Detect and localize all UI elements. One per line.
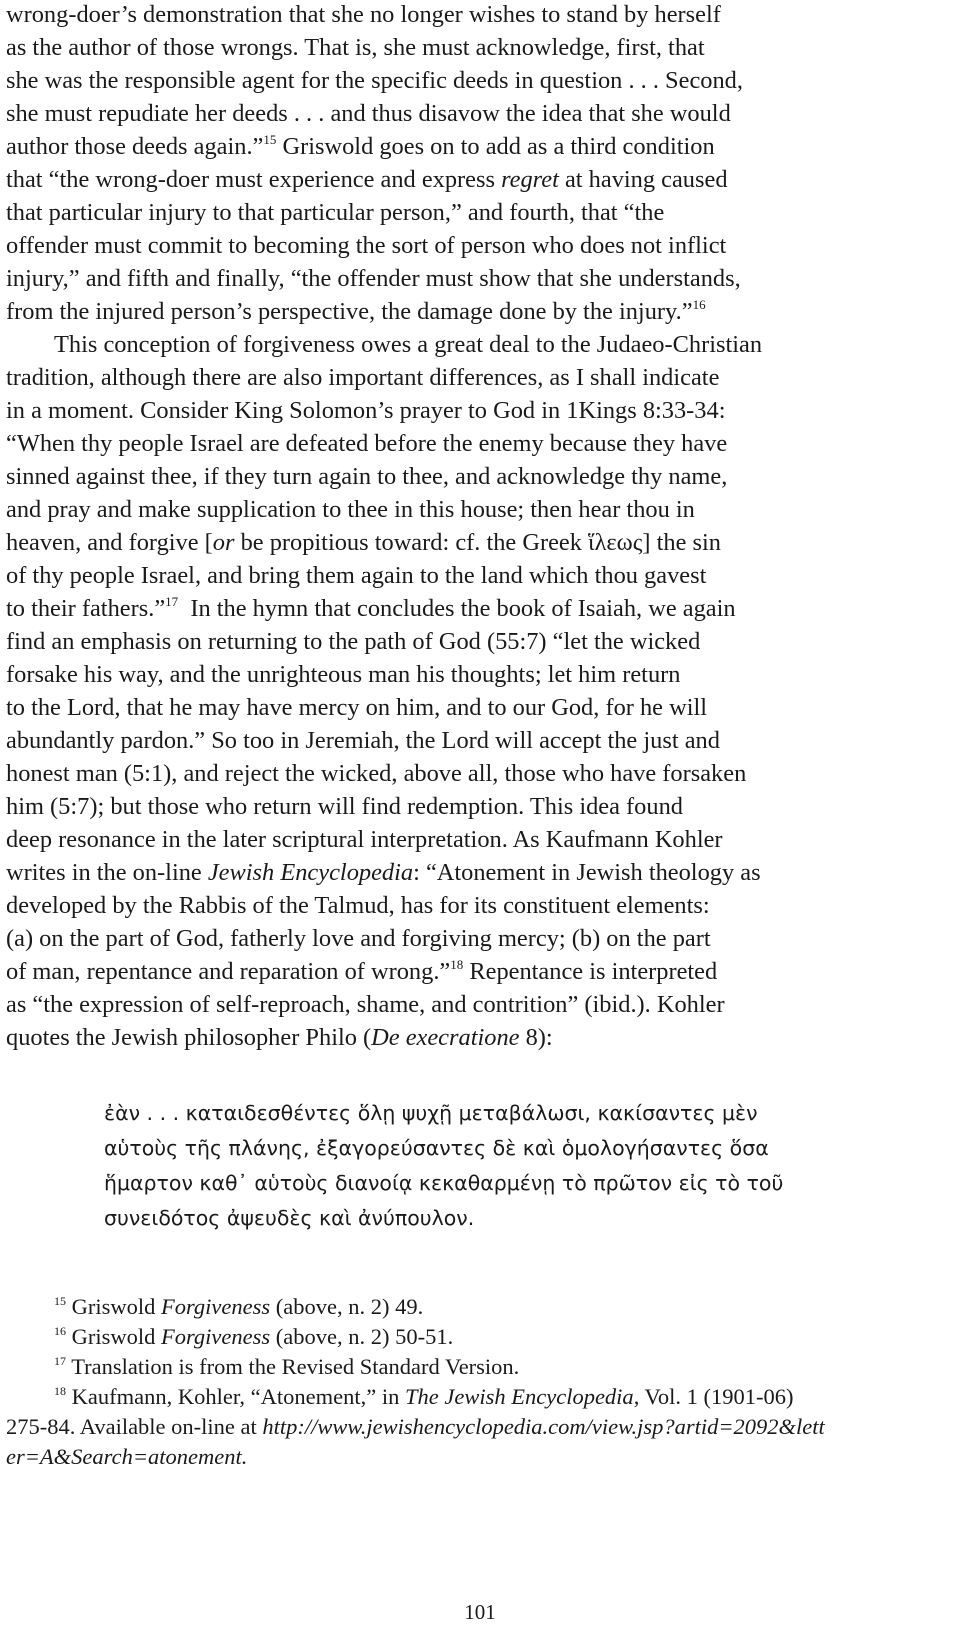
- emphasis: De execratione: [371, 1024, 520, 1051]
- text-line: (a) on the part of God, fatherly love and forgiving mercy; (b) on the part: [6, 925, 711, 952]
- text-line: of thy people Israel, and bring them again to the land which thou gavest: [6, 562, 707, 589]
- text-line: [6, 163, 728, 196]
- text-line: [6, 130, 715, 163]
- footnote-17: [54, 1352, 519, 1382]
- text-run: (above, n. 2) 49.: [270, 1294, 424, 1319]
- footnote-url-link[interactable]: http://www.jewishencyclopedia.com/view.jsp?artid=2092&lett: [262, 1414, 825, 1439]
- text-run: 275-84. Available on-line at: [6, 1414, 263, 1439]
- text-line: [6, 592, 736, 625]
- text-run: In the hymn that concludes the book of Isaiah, we again: [178, 595, 736, 622]
- text-line: abundantly pardon.” So too in Jeremiah, the Lord will accept the just and: [6, 727, 720, 754]
- text-run: at having caused: [558, 166, 728, 193]
- text-run: from the injured person’s perspective, the damage done by the injury.”: [6, 298, 693, 325]
- text-line: tradition, although there are also important differences, as I shall indicate: [6, 364, 720, 391]
- text-line: [6, 1021, 553, 1054]
- text-line: in a moment. Consider King Solomon’s prayer to God in 1Kings 8:33-34:: [6, 397, 726, 424]
- footnote-number: 17: [54, 1354, 66, 1368]
- text-run: that “the wrong-doer must experience and express: [6, 166, 502, 193]
- quote-line: ἐὰν . . . καταιδεσθέντες ὅλῃ ψυχῇ μεταβάλωσι, κακίσαντες μὲν: [104, 1101, 758, 1125]
- text-line: that particular injury to that particular person,” and fourth, that “the: [6, 199, 665, 226]
- text-run: author those deeds again.”: [6, 133, 264, 160]
- text-line: to the Lord, that he may have mercy on him, and to our God, for he will: [6, 694, 708, 721]
- text-line: she must repudiate her deeds . . . and thus disavow the idea that she would: [6, 100, 731, 127]
- text-run: (above, n. 2) 50-51.: [270, 1324, 454, 1349]
- footnote-number: 18: [54, 1384, 66, 1398]
- text-run: : “Atonement in Jewish theology as: [413, 859, 761, 886]
- text-line: forsake his way, and the unrighteous man his thoughts; let him return: [6, 661, 681, 688]
- footnote-ref-16[interactable]: 16: [692, 297, 706, 312]
- text-run: Griswold: [66, 1294, 161, 1319]
- text-run: Kaufmann, Kohler, “Atonement,” in: [66, 1384, 405, 1409]
- footnote-number: 16: [54, 1324, 66, 1338]
- text-run: be propitious toward: cf. the Greek ἵλεως] the sin: [234, 529, 721, 556]
- footnote-18: [54, 1382, 793, 1412]
- footnote-18-continued: [6, 1442, 247, 1472]
- text-line: This conception of forgiveness owes a great deal to the Judaeo-Christian: [54, 331, 763, 358]
- text-run: heaven, and forgive [: [6, 529, 213, 556]
- quote-line: συνειδότος ἀψευδὲς καὶ ἀνύπουλον.: [104, 1206, 475, 1230]
- text-line: as “the expression of self-reproach, shame, and contrition” (ibid.). Kohler: [6, 991, 725, 1018]
- footnote-18-continued: [6, 1412, 825, 1442]
- text-line: honest man (5:1), and reject the wicked, above all, those who have forsaken: [6, 760, 747, 787]
- text-run: of man, repentance and reparation of wrong.”: [6, 958, 451, 985]
- footnote-number: 15: [54, 1294, 66, 1308]
- footnote-ref-15[interactable]: 15: [263, 132, 277, 147]
- text-line: deep resonance in the later scriptural interpretation. As Kaufmann Kohler: [6, 826, 723, 853]
- text-line: him (5:7); but those who return will find redemption. This idea found: [6, 793, 683, 820]
- text-run: writes in the on-line: [6, 859, 208, 886]
- text-run: Translation is from the Revised Standard Version.: [66, 1354, 520, 1379]
- text-line: [6, 295, 706, 328]
- text-line: she was the responsible agent for the specific deeds in question . . . Second,: [6, 67, 743, 94]
- text-line: [6, 955, 717, 988]
- text-run: Repentance is interpreted: [463, 958, 718, 985]
- text-run: Griswold goes on to add as a third condition: [276, 133, 715, 160]
- emphasis: Jewish Encyclopedia: [207, 859, 414, 886]
- quote-line: ἥμαρτον καθ᾽ αὑτοὺς διανοίᾳ κεκαθαρμένῃ τὸ πρῶτον εἰς τὸ τοῦ: [104, 1171, 784, 1195]
- footnote-ref-17[interactable]: 17: [165, 594, 179, 609]
- emphasis: Forgiveness: [161, 1324, 271, 1349]
- emphasis: The Jewish Encyclopedia: [405, 1384, 634, 1409]
- text-line: wrong-doer’s demonstration that she no longer wishes to stand by herself: [6, 1, 721, 28]
- text-line: and pray and make supplication to thee in this house; then hear thou in: [6, 496, 695, 523]
- footnote-15: [54, 1292, 423, 1322]
- text-line: as the author of those wrongs. That is, she must acknowledge, first, that: [6, 34, 705, 61]
- text-run: 8):: [519, 1024, 553, 1051]
- footnote-ref-18[interactable]: 18: [450, 957, 464, 972]
- footnote-url-link[interactable]: er=A&Search=atonement.: [6, 1444, 248, 1469]
- page-number: 101: [464, 1600, 496, 1624]
- text-run: quotes the Jewish philosopher Philo (: [6, 1024, 372, 1051]
- text-line: developed by the Rabbis of the Talmud, has for its constituent elements:: [6, 892, 710, 919]
- text-run: to their fathers.”: [6, 595, 166, 622]
- quote-line: αὑτοὺς τῆς πλάνης, ἐξαγορεύσαντες δὲ καὶ ὁμολογήσαντες ὅσα: [104, 1136, 769, 1160]
- footnote-16: [54, 1322, 453, 1352]
- text-line: injury,” and fifth and finally, “the offender must show that she understands,: [6, 265, 741, 292]
- emphasis: or: [212, 529, 235, 556]
- text-line: [6, 856, 761, 889]
- text-line: find an emphasis on returning to the path of God (55:7) “let the wicked: [6, 628, 701, 655]
- text-line: [6, 526, 721, 559]
- emphasis: regret: [501, 166, 559, 193]
- text-line: sinned against thee, if they turn again to thee, and acknowledge thy name,: [6, 463, 728, 490]
- text-line: offender must commit to becoming the sort of person who does not inflict: [6, 232, 727, 259]
- text-line: “When thy people Israel are defeated before the enemy because they have: [6, 430, 728, 457]
- text-run: Griswold: [66, 1324, 161, 1349]
- emphasis: Forgiveness: [161, 1294, 271, 1319]
- text-run: , Vol. 1 (1901-06): [633, 1384, 794, 1409]
